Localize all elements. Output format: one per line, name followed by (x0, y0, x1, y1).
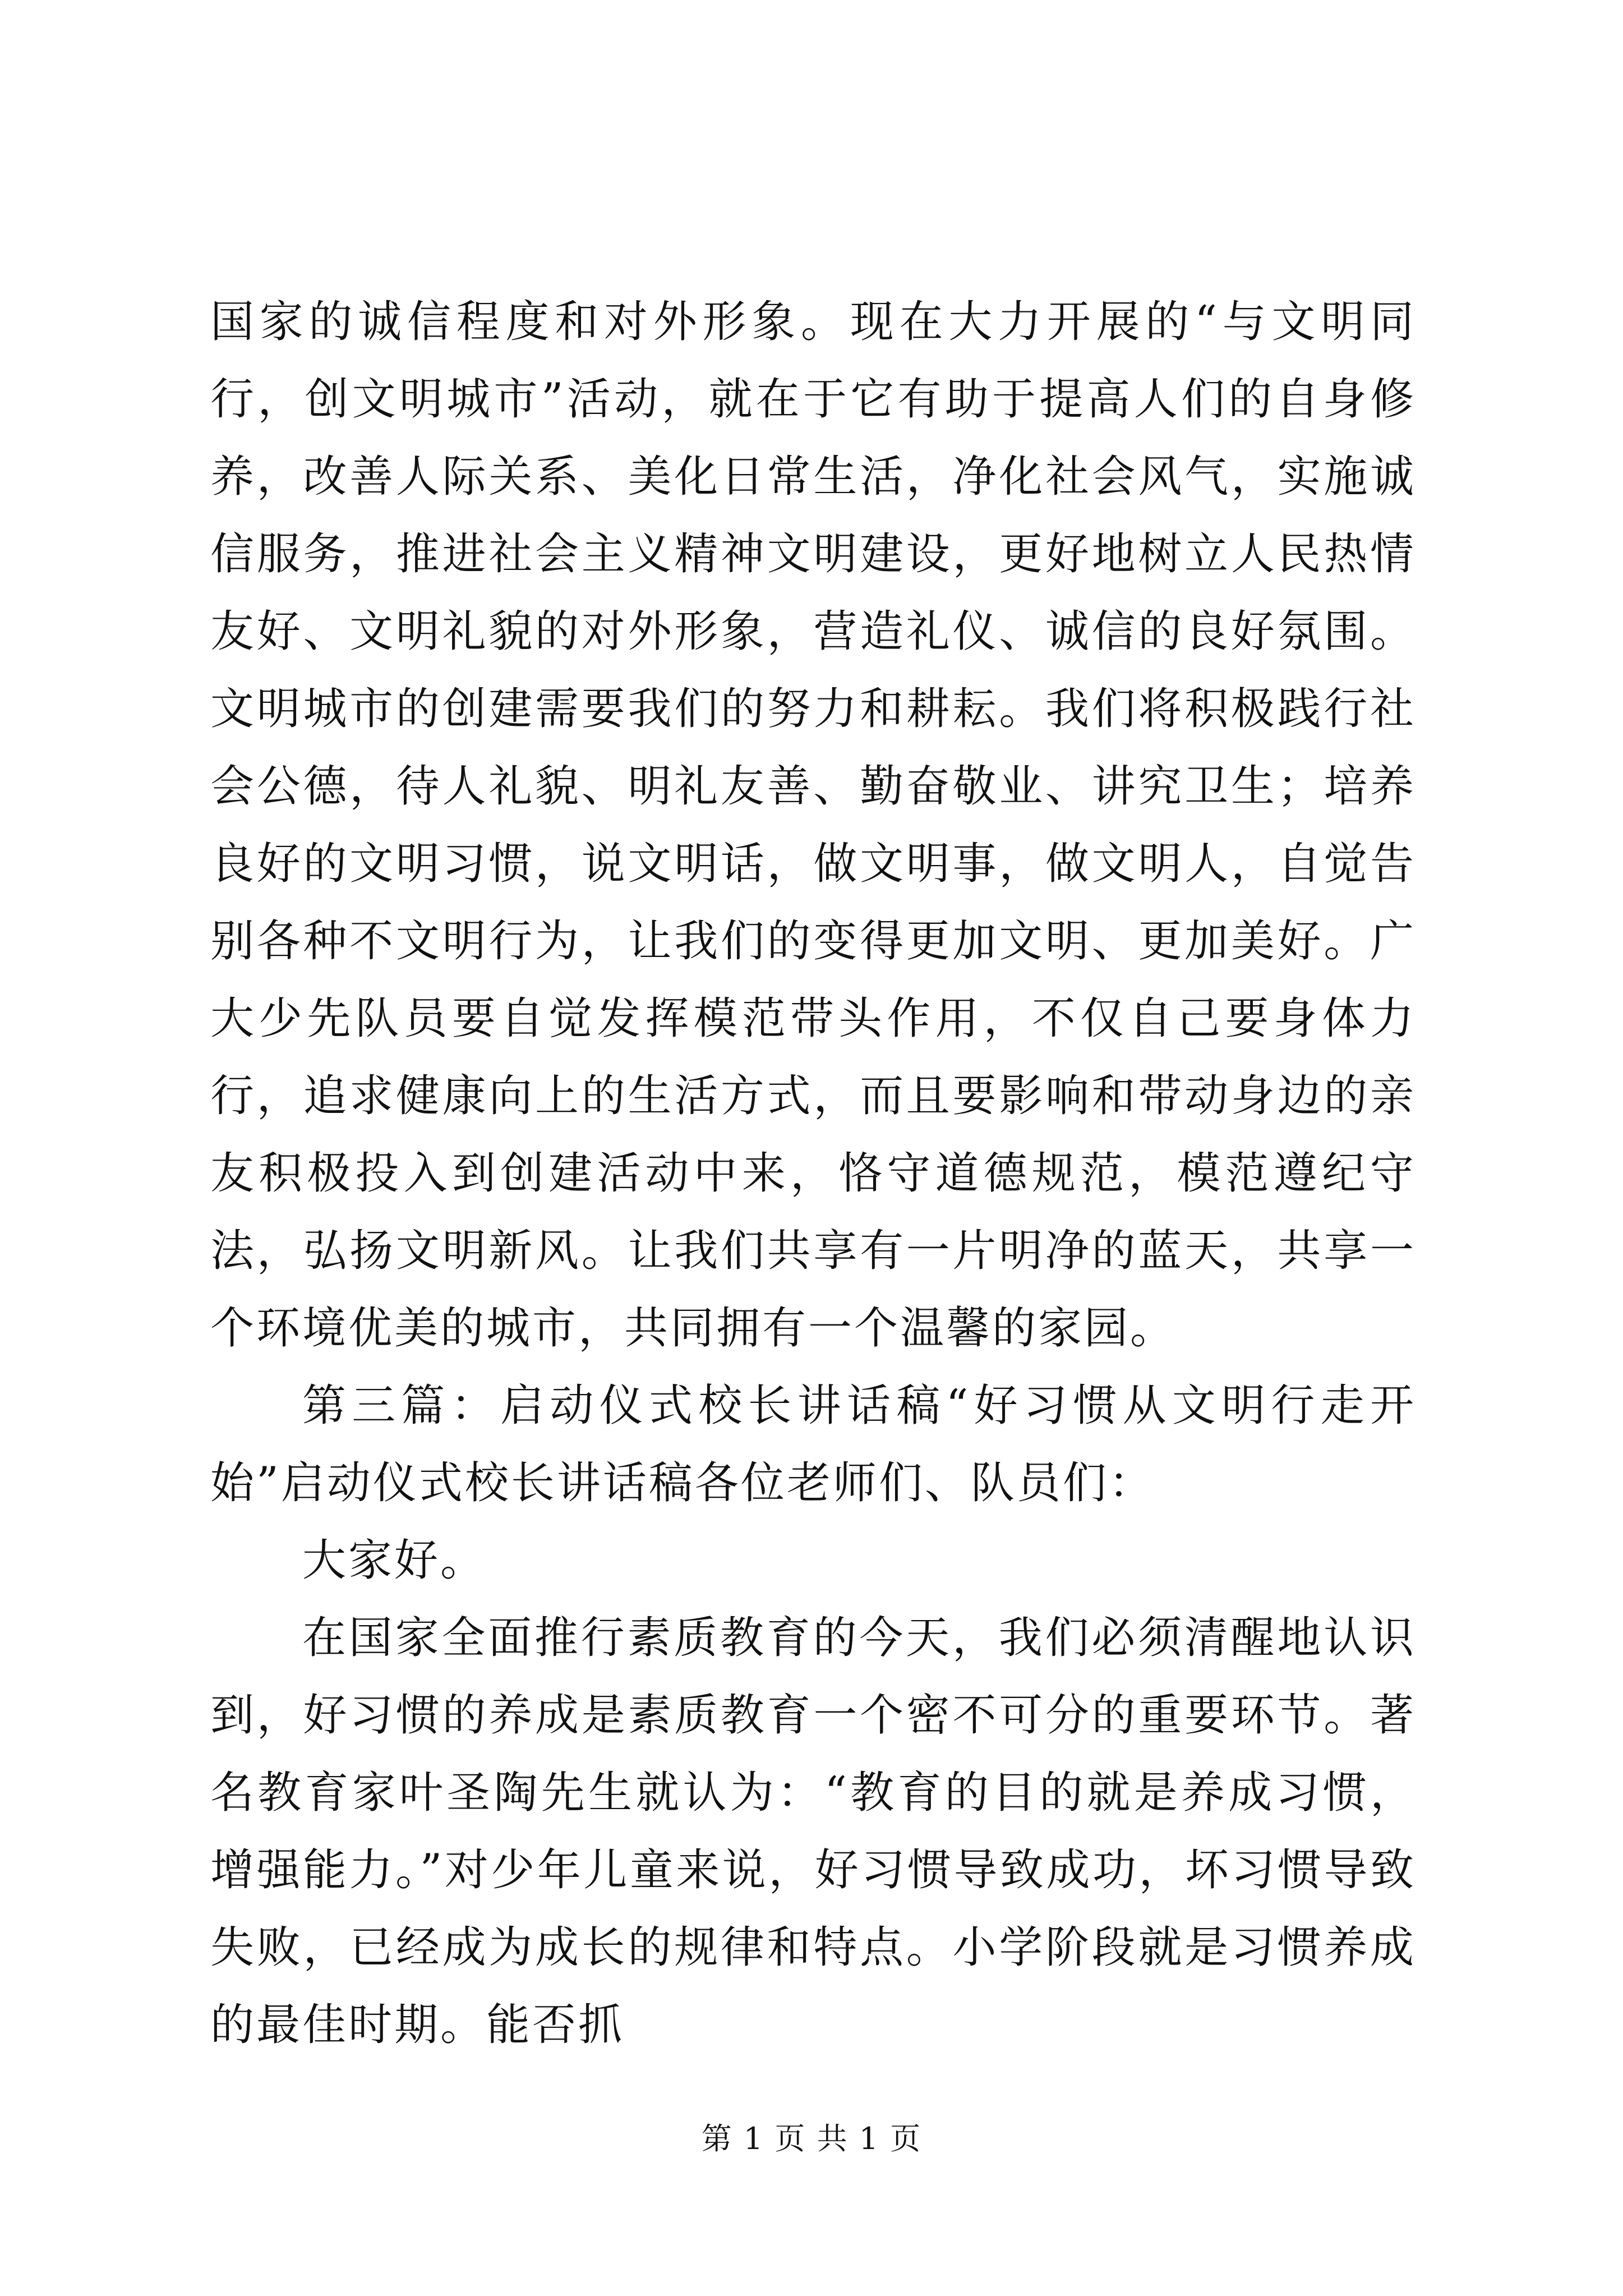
page-footer: 第 1 页 共 1 页 (701, 2121, 922, 2156)
paragraph-continuation: 国家的诚信程度和对外形象。现在大力开展的“与文明同行，创文明城市”活动，就在于它有助于提高人们的自身修养，改善人际关系、美化日常生活，净化社会风气，实施诚信服务，推进社会主义精神文明建设，更好地树立人民热情友好、文明礼貌的对外形象，营造礼仪、诚信的良好氛围。文明城市的创建需要我们的努力和耕耘。我们将积极践行社会公德，待人礼貌、明礼友善、勤奋敬业、讲究卫生；培养良好的文明习惯，说文明话，做文明事，做文明人，自觉告别各种不文明行为，让我们的变得更加文明、更加美好。广大少先队员要自觉发挥模范带头作用，不仅自己要身体力行，追求健康向上的生活方式，而且要影响和带动身边的亲友积极投入到创建活动中来，恪守道德规范，模范遵纪守法，弘扬文明新风。让我们共享有一片明净的蓝天，共享一个环境优美的城市，共同拥有一个温馨的家园。 (210, 297, 1416, 1354)
paragraph-section-title: 第三篇：启动仪式校长讲话稿“好习惯从文明行走开始”启动仪式校长讲话稿各位老师们、队员们： (210, 1381, 1416, 1508)
document-body (210, 283, 1416, 2064)
paragraph-greeting: 大家好。 (302, 1535, 487, 1586)
paragraph-body: 在国家全面推行素质教育的今天，我们必须清醒地认识到，好习惯的养成是素质教育一个密不可分的重要环节。著名教育家叶圣陶先生就认为：“教育的目的就是养成习惯，增强能力。”对少年儿童来说，好习惯导致成功，坏习惯导致失败，已经成为成长的规律和特点。小学阶段就是习惯养成的最佳时期。能否抓 (210, 1613, 1416, 2050)
